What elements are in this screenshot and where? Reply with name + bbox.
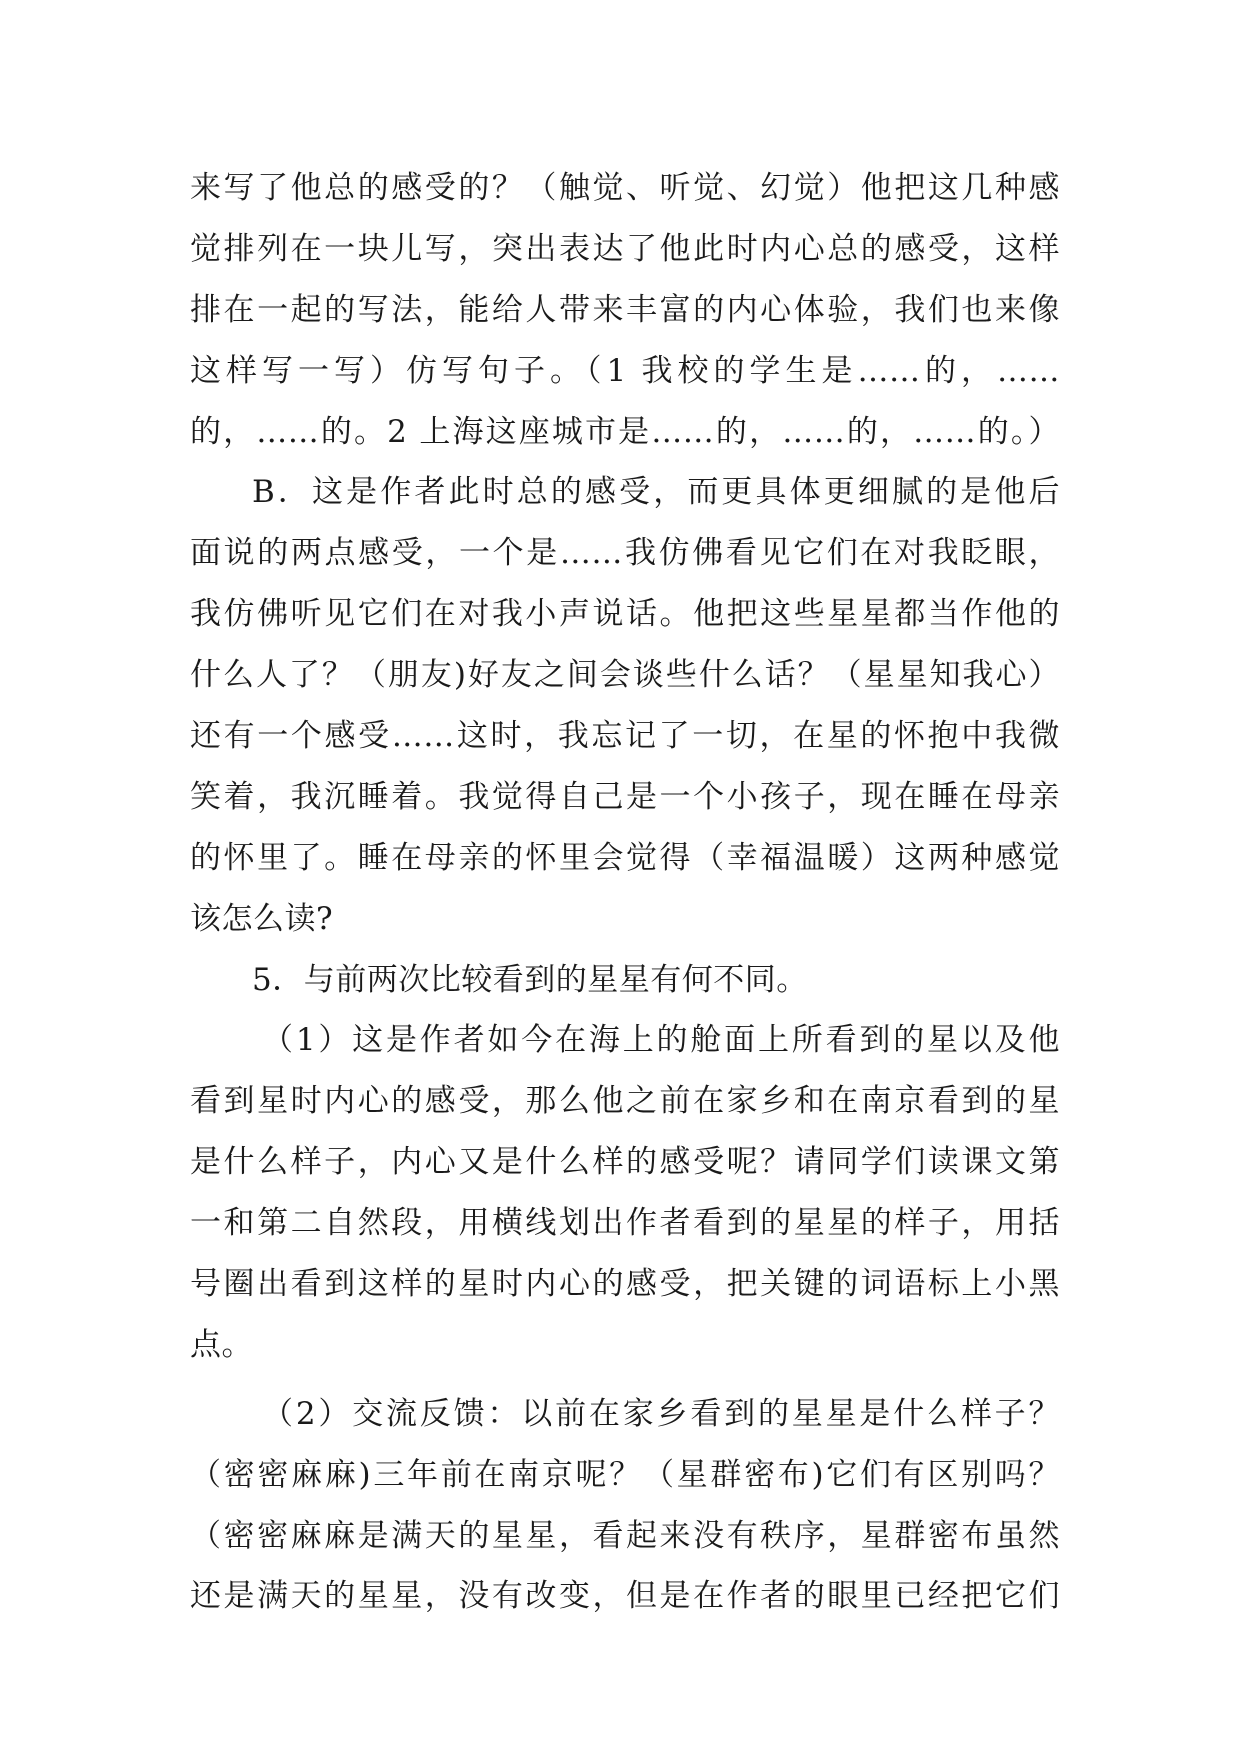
text-line: B．这是作者此时总的感受，而更具体更细腻的是他后 xyxy=(252,474,1060,511)
text-line: 觉排列在一块儿写，突出表达了他此时内心总的感受，这样 xyxy=(190,230,1060,267)
text-line: （密密麻麻是满天的星星，看起来没有秩序，星群密布虽然 xyxy=(190,1517,1060,1554)
section-heading: 5．与前两次比较看到的星星有何不同。 xyxy=(252,961,808,998)
text-line: 看到星时内心的感受，那么他之前在家乡和在南京看到的星 xyxy=(190,1083,1060,1120)
text-line: 我仿佛听见它们在对我小声说话。他把这些星星都当作他的 xyxy=(190,596,1060,633)
text-line: （2）交流反馈：以前在家乡看到的星星是什么样子？ xyxy=(262,1395,1060,1432)
text-line: 这样写一写）仿写句子。（1 我校的学生是……的，…… xyxy=(190,352,1060,389)
text-line: 该怎么读? xyxy=(190,900,334,937)
text-line: 还有一个感受……这时，我忘记了一切，在星的怀抱中我微 xyxy=(190,718,1060,755)
text-line: 排在一起的写法，能给人带来丰富的内心体验，我们也来像 xyxy=(190,291,1060,328)
text-line: 是什么样子，内心又是什么样的感受呢？请同学们读课文第 xyxy=(190,1144,1060,1181)
text-line: 的怀里了。睡在母亲的怀里会觉得（幸福温暖）这两种感觉 xyxy=(190,839,1060,876)
text-line: 还是满天的星星，没有改变，但是在作者的眼里已经把它们 xyxy=(190,1578,1060,1615)
text-line: 笑着，我沉睡着。我觉得自己是一个小孩子，现在睡在母亲 xyxy=(190,778,1060,815)
text-line: 来写了他总的感受的？（触觉、听觉、幻觉）他把这几种感 xyxy=(190,170,1060,206)
text-line: 号圈出看到这样的星时内心的感受，把关键的词语标上小黑 xyxy=(190,1266,1060,1303)
text-line: 面说的两点感受，一个是……我仿佛看见它们在对我眨眼， xyxy=(190,535,1060,572)
text-line: （密密麻麻)三年前在南京呢？（星群密布)它们有区别吗？ xyxy=(190,1456,1060,1493)
text-line: 点。 xyxy=(190,1326,253,1363)
body-text xyxy=(190,158,1060,1627)
text-line: 的，……的。2 上海这座城市是……的，……的，……的。） xyxy=(190,413,1060,450)
text-line: 什么人了？（朋友)好友之间会谈些什么话？（星星知我心） xyxy=(190,657,1060,694)
text-line: 一和第二自然段，用横线划出作者看到的星星的样子，用括 xyxy=(190,1205,1060,1242)
text-line: （1）这是作者如今在海上的舱面上所看到的星以及他 xyxy=(262,1022,1060,1059)
